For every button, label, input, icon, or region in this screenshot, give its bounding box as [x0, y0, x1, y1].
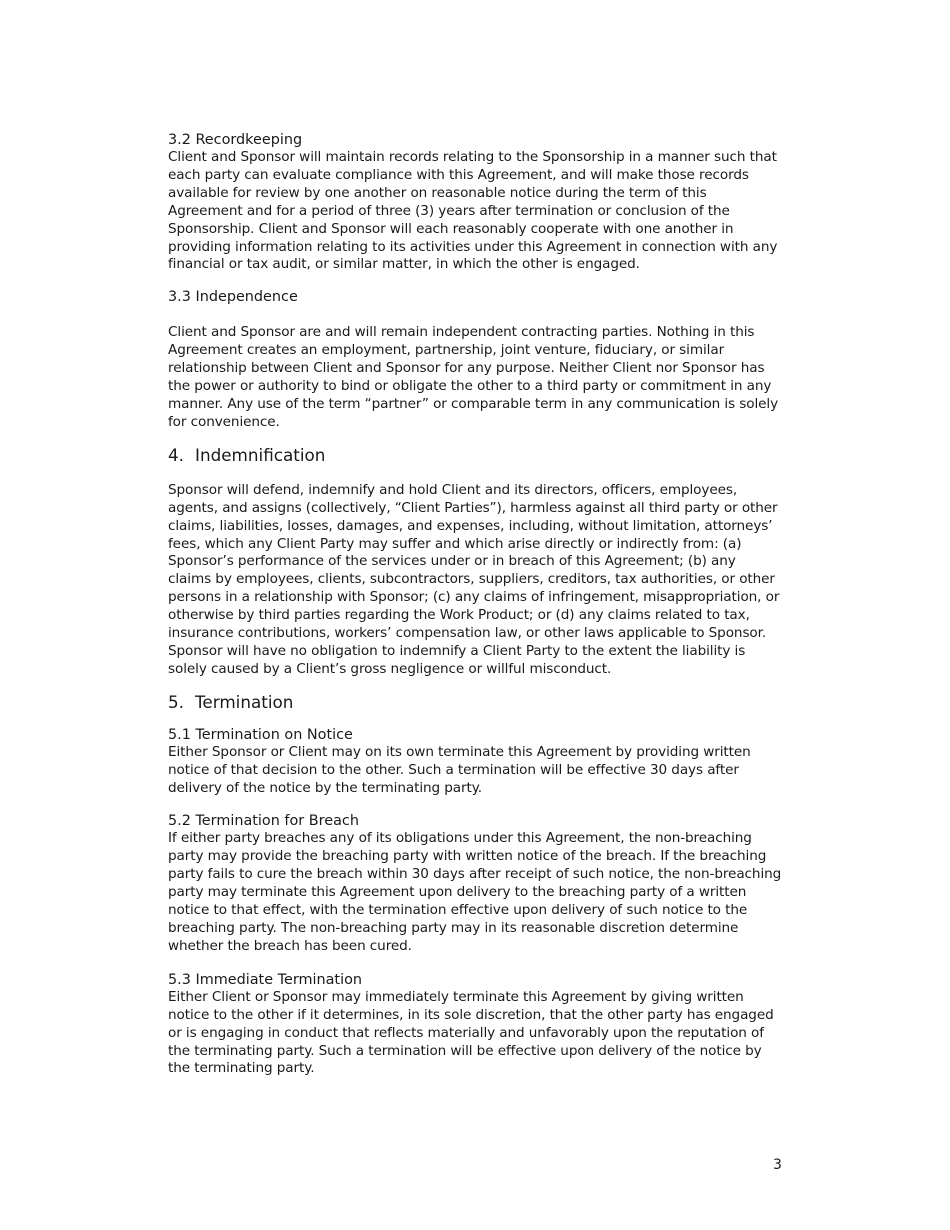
- section-5-2-body: If either party breaches any of its obligations under this Agreement, the non-breaching party may provide the breaching party with written notice of the breach. If the breaching party fails to cure the breach within 30 days after receipt of such notice, the non-breaching party may terminate this Agreement upon delivery to the breaching party of a written notice to that effect, with the termination effective upon delivery of such notice to the breaching party. The non-breaching party may in its reasonable discretion determine whether the breach has been cured.: [168, 830, 782, 954]
- section-5-3-title: 5.3 Immediate Termination: [168, 971, 362, 988]
- section-4-number: 4.: [168, 444, 185, 465]
- section-5-heading: [168, 692, 783, 712]
- section-3-3-body: Client and Sponsor are and will remain independent contracting parties. Nothing in this Agreement creates an employment, partnership, joint venture, fiduciary, or similar relationship between Client and Sponsor for any purpose. Neither Client nor Sponsor has the power or authority to bind or obligate the other to a third party or commitment in any manner. Any use of the term “partner” or comparable term in any communication is solely for convenience.: [168, 324, 779, 430]
- section-5-1-title: 5.1 Termination on Notice: [168, 726, 353, 743]
- section-5-1-body: Either Sponsor or Client may on its own terminate this Agreement by providing written notice of that decision to the other. Such a termination will be effective 30 days after delivery of the notice by the terminating party.: [168, 743, 751, 796]
- section-5-title: Termination: [195, 691, 294, 712]
- section-5-3-body: Either Client or Sponsor may immediately terminate this Agreement by giving written notice to the other if it determines, in its sole discretion, that the other party has engaged or is engaging in conduct that reflects materially and unfavorably upon the reputation of the terminating party. Such a termination will be effective upon delivery of the notice by the terminating party.: [168, 988, 774, 1077]
- section-3-2-body: Client and Sponsor will maintain records relating to the Sponsorship in a manner such that each party can evaluate compliance with this Agreement, and will make those records available for review by one another on reasonable notice during the term of this Agreement and for a period of three (3) years after termination or conclusion of the Sponsorship. Client and Sponsor will each reasonably cooperate with one another in providing information relating to its activities under this Agreement in connection with any financial or tax audit, or similar matter, in which the other is engaged.: [168, 149, 778, 273]
- section-5-number: 5.: [168, 691, 185, 712]
- page-number: 3: [773, 1157, 782, 1173]
- section-3-3-title: 3.3 Independence: [168, 289, 298, 306]
- document-page: [168, 131, 783, 1078]
- section-4-title: Indemnification: [195, 444, 326, 465]
- section-5-2-title: 5.2 Termination for Breach: [168, 813, 359, 830]
- section-4-heading: [168, 445, 783, 465]
- section-3-2-title: 3.2 Recordkeeping: [168, 132, 303, 148]
- section-4-body: Sponsor will defend, indemnify and hold Client and its directors, officers, employees, agents, and assigns (collectively, “Client Parties”), harmless against all third party or other claims, liabilities, losses, damages, and expenses, including, without limitation, attorneys’ fees, which any Client Party may suffer and which arise directly or indirectly from: (a) Sponsor’s performance of the services under or in breach of this Agreement; (b) any claims by employees, clients, subcontractors, suppliers, creditors, tax authorities, or other persons in a relationship with Sponsor; (c) any claims of infringement, misappropriation, or otherwise by third parties regarding the Work Product; or (d) any claims related to tax, insurance contributions, workers’ compensation law, or other laws applicable to Sponsor. Sponsor will have no obligation to indemnify a Client Party to the extent the liability is solely caused by a Client’s gross negligence or willful misconduct.: [168, 481, 780, 677]
